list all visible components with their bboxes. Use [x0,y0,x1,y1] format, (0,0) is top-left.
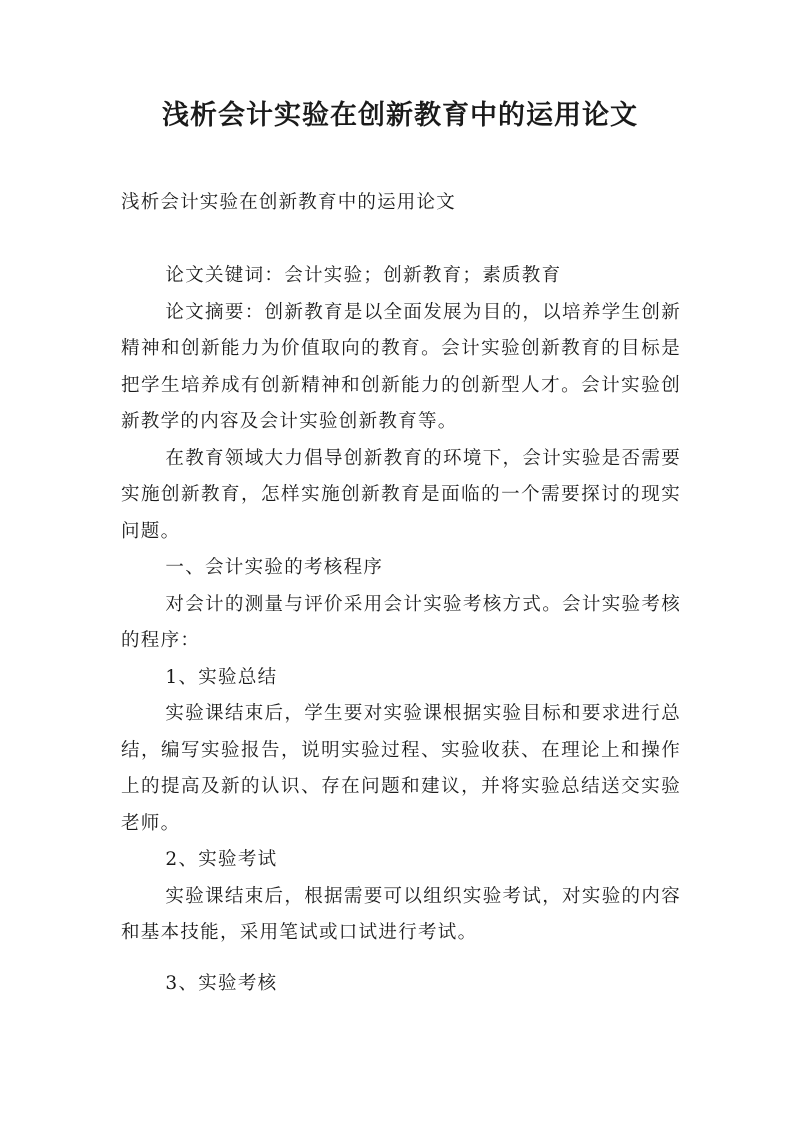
subsection-heading: 1、实验总结 [165,666,278,688]
document-title: 浅析会计实验在创新教育中的运用论文 [162,100,638,131]
subsection-heading: 3、实验考核 [165,972,278,994]
body-paragraph: 在教育领域大力倡导创新教育的环境下，会计实验是否需要实施创新教育，怎样实施创新教育是面临的一个需要探讨的现实问题。 [121,447,681,542]
body-paragraph: 实验课结束后，根据需要可以组织实验考试，对实验的内容和基本技能，采用笔试或口试进行考试。 [121,885,681,943]
document-subtitle: 浅析会计实验在创新教育中的运用论文 [121,192,456,213]
body-paragraph: 实验课结束后，学生要对实验课根据实验目标和要求进行总结，编写实验报告，说明实验过程、实验收获、在理论上和操作上的提高及新的认识、存在问题和建议，并将实验总结送交实验老师。 [121,703,681,834]
subsection-heading: 2、实验考试 [165,849,278,870]
section-heading: 一、会计实验的考核程序 [165,557,384,578]
document-body [121,258,681,1002]
keywords-paragraph: 论文关键词：会计实验；创新教育；素质教育 [165,265,562,286]
body-paragraph: 对会计的测量与评价采用会计实验考核方式。会计实验考核的程序： [121,593,681,651]
abstract-paragraph: 论文摘要：创新教育是以全面发展为目的，以培养学生创新精神和创新能力为价值取向的教育。会计实验创新教育的目标是把学生培养成有创新精神和创新能力的创新型人才。会计实验创新教学的内容及会计实验创新教育等。 [121,301,681,432]
paragraph-spacer [121,952,681,966]
